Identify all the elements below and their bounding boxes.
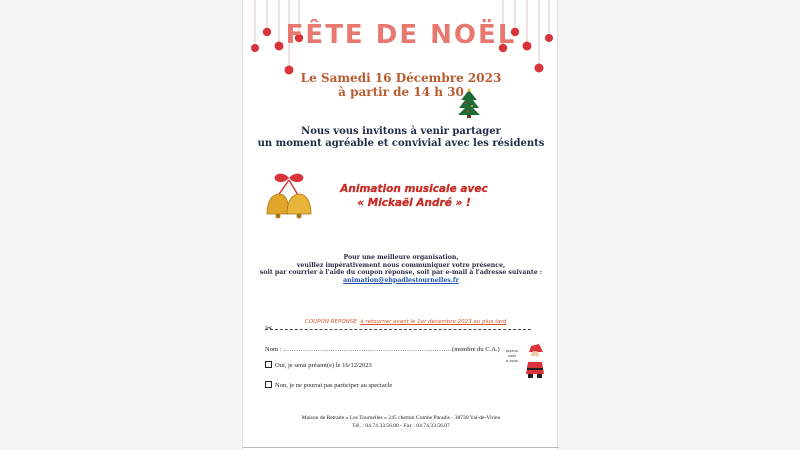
christmas-tree-icon xyxy=(457,88,481,118)
org-line-1: Pour une meilleure organisation, xyxy=(343,254,459,261)
animation-line-1: Animation musicale avec xyxy=(340,183,488,195)
invite-line-2: un moment agréable et convivial avec les résidents xyxy=(257,138,545,149)
event-title: FÊTE DE NOËL xyxy=(285,20,517,50)
coupon-label-deadline: à retourner avant le 1er décembre 2023 au plus tard xyxy=(360,319,507,325)
page-bottom-rule xyxy=(243,447,559,448)
santa-claus-icon xyxy=(505,342,549,380)
invitation-text xyxy=(243,126,559,150)
org-line-3: soit par courrier à l'aide du coupon réponse, soit par e-mail à l'adresse suivante : xyxy=(259,269,543,277)
animation-text xyxy=(339,182,489,210)
svg-text:noël: noël xyxy=(508,354,516,358)
coupon-label xyxy=(305,319,506,325)
checkbox-yes[interactable] xyxy=(265,361,272,368)
event-date xyxy=(243,71,559,99)
name-field[interactable]: Nom : ……………………………………………………………………(membre du C.A.) xyxy=(265,346,500,353)
option-no-label: Non, je ne pourrai pas participer au spectacle xyxy=(275,382,393,389)
option-yes[interactable] xyxy=(265,361,372,369)
svg-text:à vous: à vous xyxy=(506,359,518,363)
option-yes-label: Oui, je serai présent(e) le 16/12/2023 xyxy=(275,362,372,369)
scissors-icon: ✂ xyxy=(265,324,273,334)
coupon-label-title: COUPON REPONSE xyxy=(305,319,357,325)
footer-line-2: Tél. : 04.74.33.56.00 - Fax : 04.74.33.56.07 xyxy=(352,422,450,429)
checkbox-no[interactable] xyxy=(265,381,272,388)
date-line: Le Samedi 16 Décembre 2023 xyxy=(300,71,502,85)
footer-line-1: Maison de Retraite « Les Tournelles » 245 chemin Combe Paradis - 38730 Val-de-Virieu xyxy=(301,415,501,421)
footer-address xyxy=(243,415,559,430)
email-link[interactable]: animation@ehpadlestournelles.fr xyxy=(343,276,459,284)
svg-text:joyeux: joyeux xyxy=(506,349,518,353)
option-no[interactable] xyxy=(265,381,392,389)
organization-text xyxy=(243,254,559,284)
time-line: à partir de 14 h 30 xyxy=(338,85,464,99)
animation-line-2: « Mickaël André » ! xyxy=(357,197,471,209)
christmas-bells-icon xyxy=(261,170,319,222)
invitation-page xyxy=(242,0,558,450)
cut-line xyxy=(265,329,531,330)
invite-line-1: Nous vous invitons à venir partager xyxy=(301,126,501,137)
org-line-2: veuillez impérativement nous communiquer votre présence, xyxy=(296,261,506,269)
